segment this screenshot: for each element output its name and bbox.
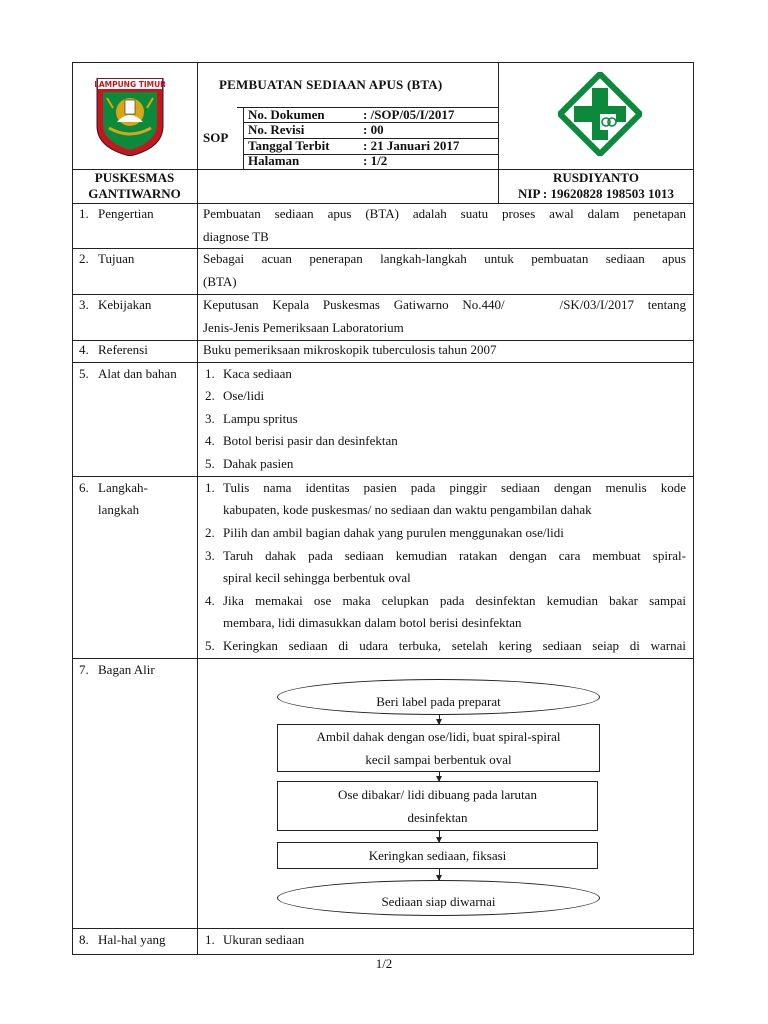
signer-nip: NIP : 19620828 198503 1013	[518, 186, 674, 201]
list-number: 3.	[205, 548, 215, 563]
meta-label-tanggal: Tanggal Terbit	[248, 138, 330, 153]
step-text: kabupaten, kode puskesmas/ no sediaan dan waktu pengambilan dahak	[223, 502, 592, 517]
row-label: Referensi	[98, 342, 148, 357]
document-title: PEMBUATAN SEDIAAN APUS (BTA)	[219, 77, 443, 92]
flow-step-label: Keringkan sediaan, fiksasi	[368, 848, 507, 863]
line	[243, 107, 244, 169]
row-text: Sebagai acuan penerapan langkah-langkah untuk pembuatan sediaan apus	[203, 251, 686, 266]
line	[72, 362, 694, 363]
step-text: Pilih dan ambil bagian dahak yang purulen menggunakan ose/lidi	[223, 525, 564, 540]
flow-process-box	[277, 781, 598, 831]
row-label: Kebijakan	[98, 297, 152, 312]
row-text: Keputusan Kepala Puskesmas Gatiwarno No.440/ /SK/03/I/2017 tentang	[203, 297, 686, 312]
list-item: Ose/lidi	[223, 388, 265, 403]
signer-name: RUSDIYANTO	[553, 170, 639, 185]
line	[72, 294, 694, 295]
step-text: Keringkan sediaan di udara terbuka, setelah kering sediaan seiap di warnai	[223, 638, 686, 653]
flow-step-label: Sediaan siap diwarnai	[381, 894, 496, 908]
row-number: 1.	[79, 206, 89, 221]
list-item: Dahak pasien	[223, 456, 294, 471]
list-item: Ukuran sediaan	[223, 932, 305, 947]
flow-step-label: kecil sampai berbentuk oval	[365, 752, 512, 767]
list-number: 3.	[205, 411, 215, 426]
row-number: 2.	[79, 251, 89, 266]
meta-value-dokumen: : /SOP/05/I/2017	[363, 107, 455, 122]
step-text: Tulis nama identitas pasien pada pinggir sediaan dengan menulis kode	[223, 480, 686, 495]
step-text: membara, lidi dimasukkan dalam botol berisi desinfektan	[223, 615, 522, 630]
org-name-line2: GANTIWARNO	[88, 186, 181, 201]
svg-text:LAMPUNG TIMUR: LAMPUNG TIMUR	[95, 80, 165, 89]
org-name-line1: PUSKESMAS	[94, 170, 175, 185]
step-text: Jika memakai ose maka celupkan pada desinfektan kemudian bakar sampai	[223, 593, 686, 608]
step-text: spiral kecil sehingga berbentuk oval	[223, 570, 411, 585]
row-label: Hal-hal yang	[98, 932, 166, 947]
row-label: Alat dan bahan	[98, 366, 177, 381]
lampung-timur-logo	[95, 78, 165, 156]
line	[72, 476, 694, 477]
list-item: Lampu spritus	[223, 411, 298, 426]
row-number: 7.	[79, 662, 89, 677]
row-label: Langkah-	[98, 480, 148, 495]
sop-label: SOP	[203, 130, 229, 145]
list-item: Kaca sediaan	[223, 366, 292, 381]
list-number: 2.	[205, 388, 215, 403]
row-number: 5.	[79, 366, 89, 381]
flow-arrow	[439, 772, 440, 781]
line	[72, 928, 694, 929]
row-text: Buku pemeriksaan mikroskopik tuberculosis tahun 2007	[203, 342, 497, 357]
row-number: 4.	[79, 342, 89, 357]
step-text: Taruh dahak pada sediaan kemudian ratakan dengan cara membuat spiral-	[223, 548, 686, 563]
line	[72, 248, 694, 249]
page-number: 1/2	[375, 956, 393, 971]
row-number: 3.	[79, 297, 89, 312]
row-text: Jenis-Jenis Pemeriksaan Laboratorium	[203, 320, 404, 335]
meta-value-revisi: : 00	[363, 122, 384, 137]
row-number: 8.	[79, 932, 89, 947]
meta-value-tanggal: : 21 Januari 2017	[363, 138, 460, 153]
row-text: Pembuatan sediaan apus (BTA) adalah suatu proses awal dalam penetapan	[203, 206, 686, 221]
flow-process-box	[277, 842, 598, 869]
line	[197, 203, 198, 955]
meta-label-halaman: Halaman	[248, 153, 300, 168]
list-number: 2.	[205, 525, 215, 540]
row-label: Pengertian	[98, 206, 154, 221]
row-label: Tujuan	[98, 251, 135, 266]
line	[72, 203, 694, 204]
list-number: 1.	[205, 366, 215, 381]
row-text: (BTA)	[203, 274, 237, 289]
list-item: Botol berisi pasir dan desinfektan	[223, 433, 398, 448]
flow-step-label: Ose dibakar/ lidi dibuang pada larutan	[338, 787, 537, 802]
flow-arrow	[439, 715, 440, 724]
list-number: 1.	[205, 480, 215, 495]
flow-arrow	[439, 869, 440, 880]
meta-label-dokumen: No. Dokumen	[248, 107, 325, 122]
flow-step-label: Ambil dahak dengan ose/lidi, buat spiral-spiral	[316, 729, 561, 744]
row-number: 6.	[79, 480, 89, 495]
flow-process-box	[277, 724, 600, 772]
list-number: 1.	[205, 932, 215, 947]
row-label: langkah	[98, 502, 140, 517]
meta-value-halaman: : 1/2	[363, 153, 388, 168]
puskesmas-logo	[558, 72, 642, 156]
list-number: 5.	[205, 638, 215, 653]
flow-step-label: Beri label pada preparat	[376, 694, 501, 709]
list-number: 4.	[205, 593, 215, 608]
flow-arrow	[439, 831, 440, 842]
list-number: 4.	[205, 433, 215, 448]
list-number: 5.	[205, 456, 215, 471]
meta-label-revisi: No. Revisi	[248, 122, 305, 137]
line	[197, 62, 198, 203]
line	[72, 658, 694, 659]
row-text: diagnose TB	[203, 229, 269, 244]
line	[72, 340, 694, 341]
flow-step-label: desinfektan	[407, 810, 468, 825]
row-label: Bagan Alir	[98, 662, 155, 677]
